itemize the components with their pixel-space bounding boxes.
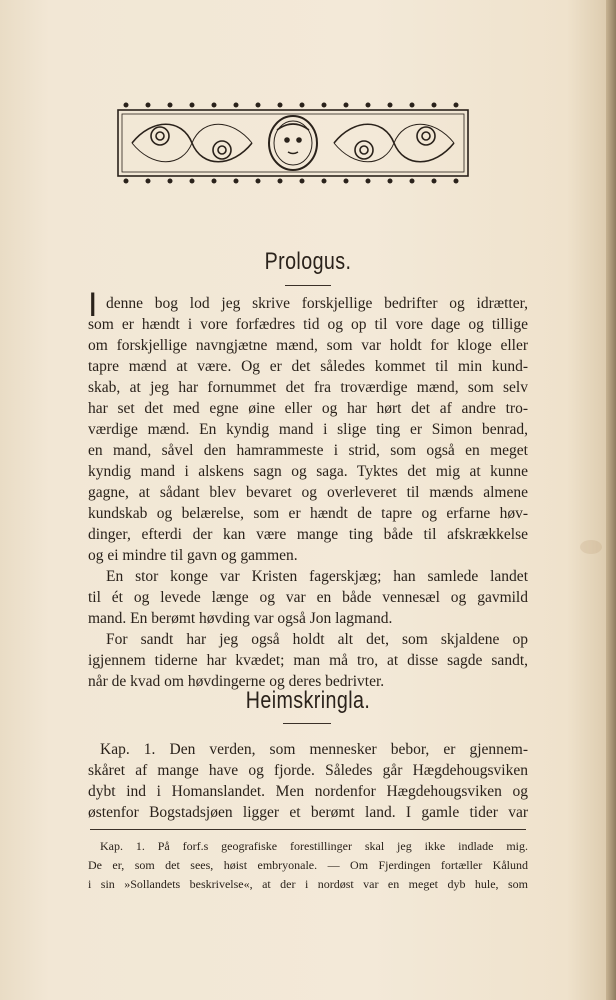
- text-line: For sandt har jeg også holdt alt det, som skjaldene op: [106, 631, 528, 648]
- footnote-rule: [90, 829, 526, 830]
- text-line: østenfor Bogstadsjøen ligger et berømt land. I gamle tider var: [88, 804, 528, 821]
- text-line: dinger, efterdi der kan være mange ting både til afskrækkelse: [88, 526, 528, 543]
- footnote-line: De er, som det sees, høist embryonale. — Om Fjerdingen fortæller Kålund: [88, 858, 528, 872]
- drop-cap: I: [88, 286, 98, 324]
- text-line: når de kvad om høvdingerne og deres bedrivter.: [88, 673, 385, 690]
- text-line: som er hændt i vore forfædres tid og op til vore dage og tillige: [88, 316, 528, 333]
- text-line: en mand, såvel den hamrammeste i strid, som også en meget: [88, 442, 528, 459]
- text-line: om forskjellige navngjætne mænd, som var holdt for kloge eller: [88, 337, 528, 354]
- text-line: og ei mindre til gavn og gammen.: [88, 547, 298, 564]
- footnote-line: Kap. 1. På forf.s geografiske forestillinger skal jeg ikke indlade mig.: [100, 839, 528, 853]
- floral-headpiece-icon: [112, 100, 474, 186]
- text-line: dybt ind i Homanslandet. Men nordenfor Hægdehougsviken og: [88, 783, 528, 800]
- text-line: gagne, at sådant blev bevaret og overleveret til mænds almene: [88, 484, 528, 501]
- title-rule: [283, 723, 331, 724]
- paper-stain: [580, 540, 602, 554]
- text-line: kyndig mand i alskens sagn og saga. Tyktes det mig at kunne: [88, 463, 528, 480]
- text-line: tapre mænd at være. Og er det således kommet til min kund-: [88, 358, 528, 375]
- text-line: til ét og levede længe og var en både vennesæl og gavmild: [88, 589, 528, 606]
- text-line: Kap. 1. Den verden, som mennesker bebor, er gjennem-: [100, 741, 528, 758]
- text-line: igjennem tiderne har kvædet; man må tro, at disse sagde sandt,: [88, 652, 528, 669]
- text-line: kundskab og belærelse, som er hændt de tapre og erfarne høv-: [88, 505, 528, 522]
- footnote-line: i sin »Sollandets beskrivelse«, at der i nordøst var en meget dyb hule, som: [88, 877, 528, 891]
- text-line: værdige mænd. En kyndig mand i slige ting er Simon benrad,: [88, 421, 528, 438]
- page-edge: [606, 0, 616, 1000]
- text-line: har set det med egne øine eller og har hørt det af andre tro-: [88, 400, 528, 417]
- heimskringla-title: Heimskringla.: [245, 687, 371, 714]
- text-line: mand. En berømt høvding var også Jon lagmand.: [88, 610, 393, 627]
- prologue-title: Prologus.: [264, 248, 352, 275]
- text-line: skåret af mange have og fjorde. Således går Hægdehougsviken: [88, 762, 528, 779]
- text-line: En stor konge var Kristen fagerskjæg; han samlede landet: [106, 568, 528, 585]
- text-line: denne bog lod jeg skrive forskjellige bedrifter og idrætter,: [106, 295, 528, 312]
- text-line: skab, at jeg har fornummet det fra troværdige mænd, som selv: [88, 379, 528, 396]
- title-rule: [285, 285, 331, 286]
